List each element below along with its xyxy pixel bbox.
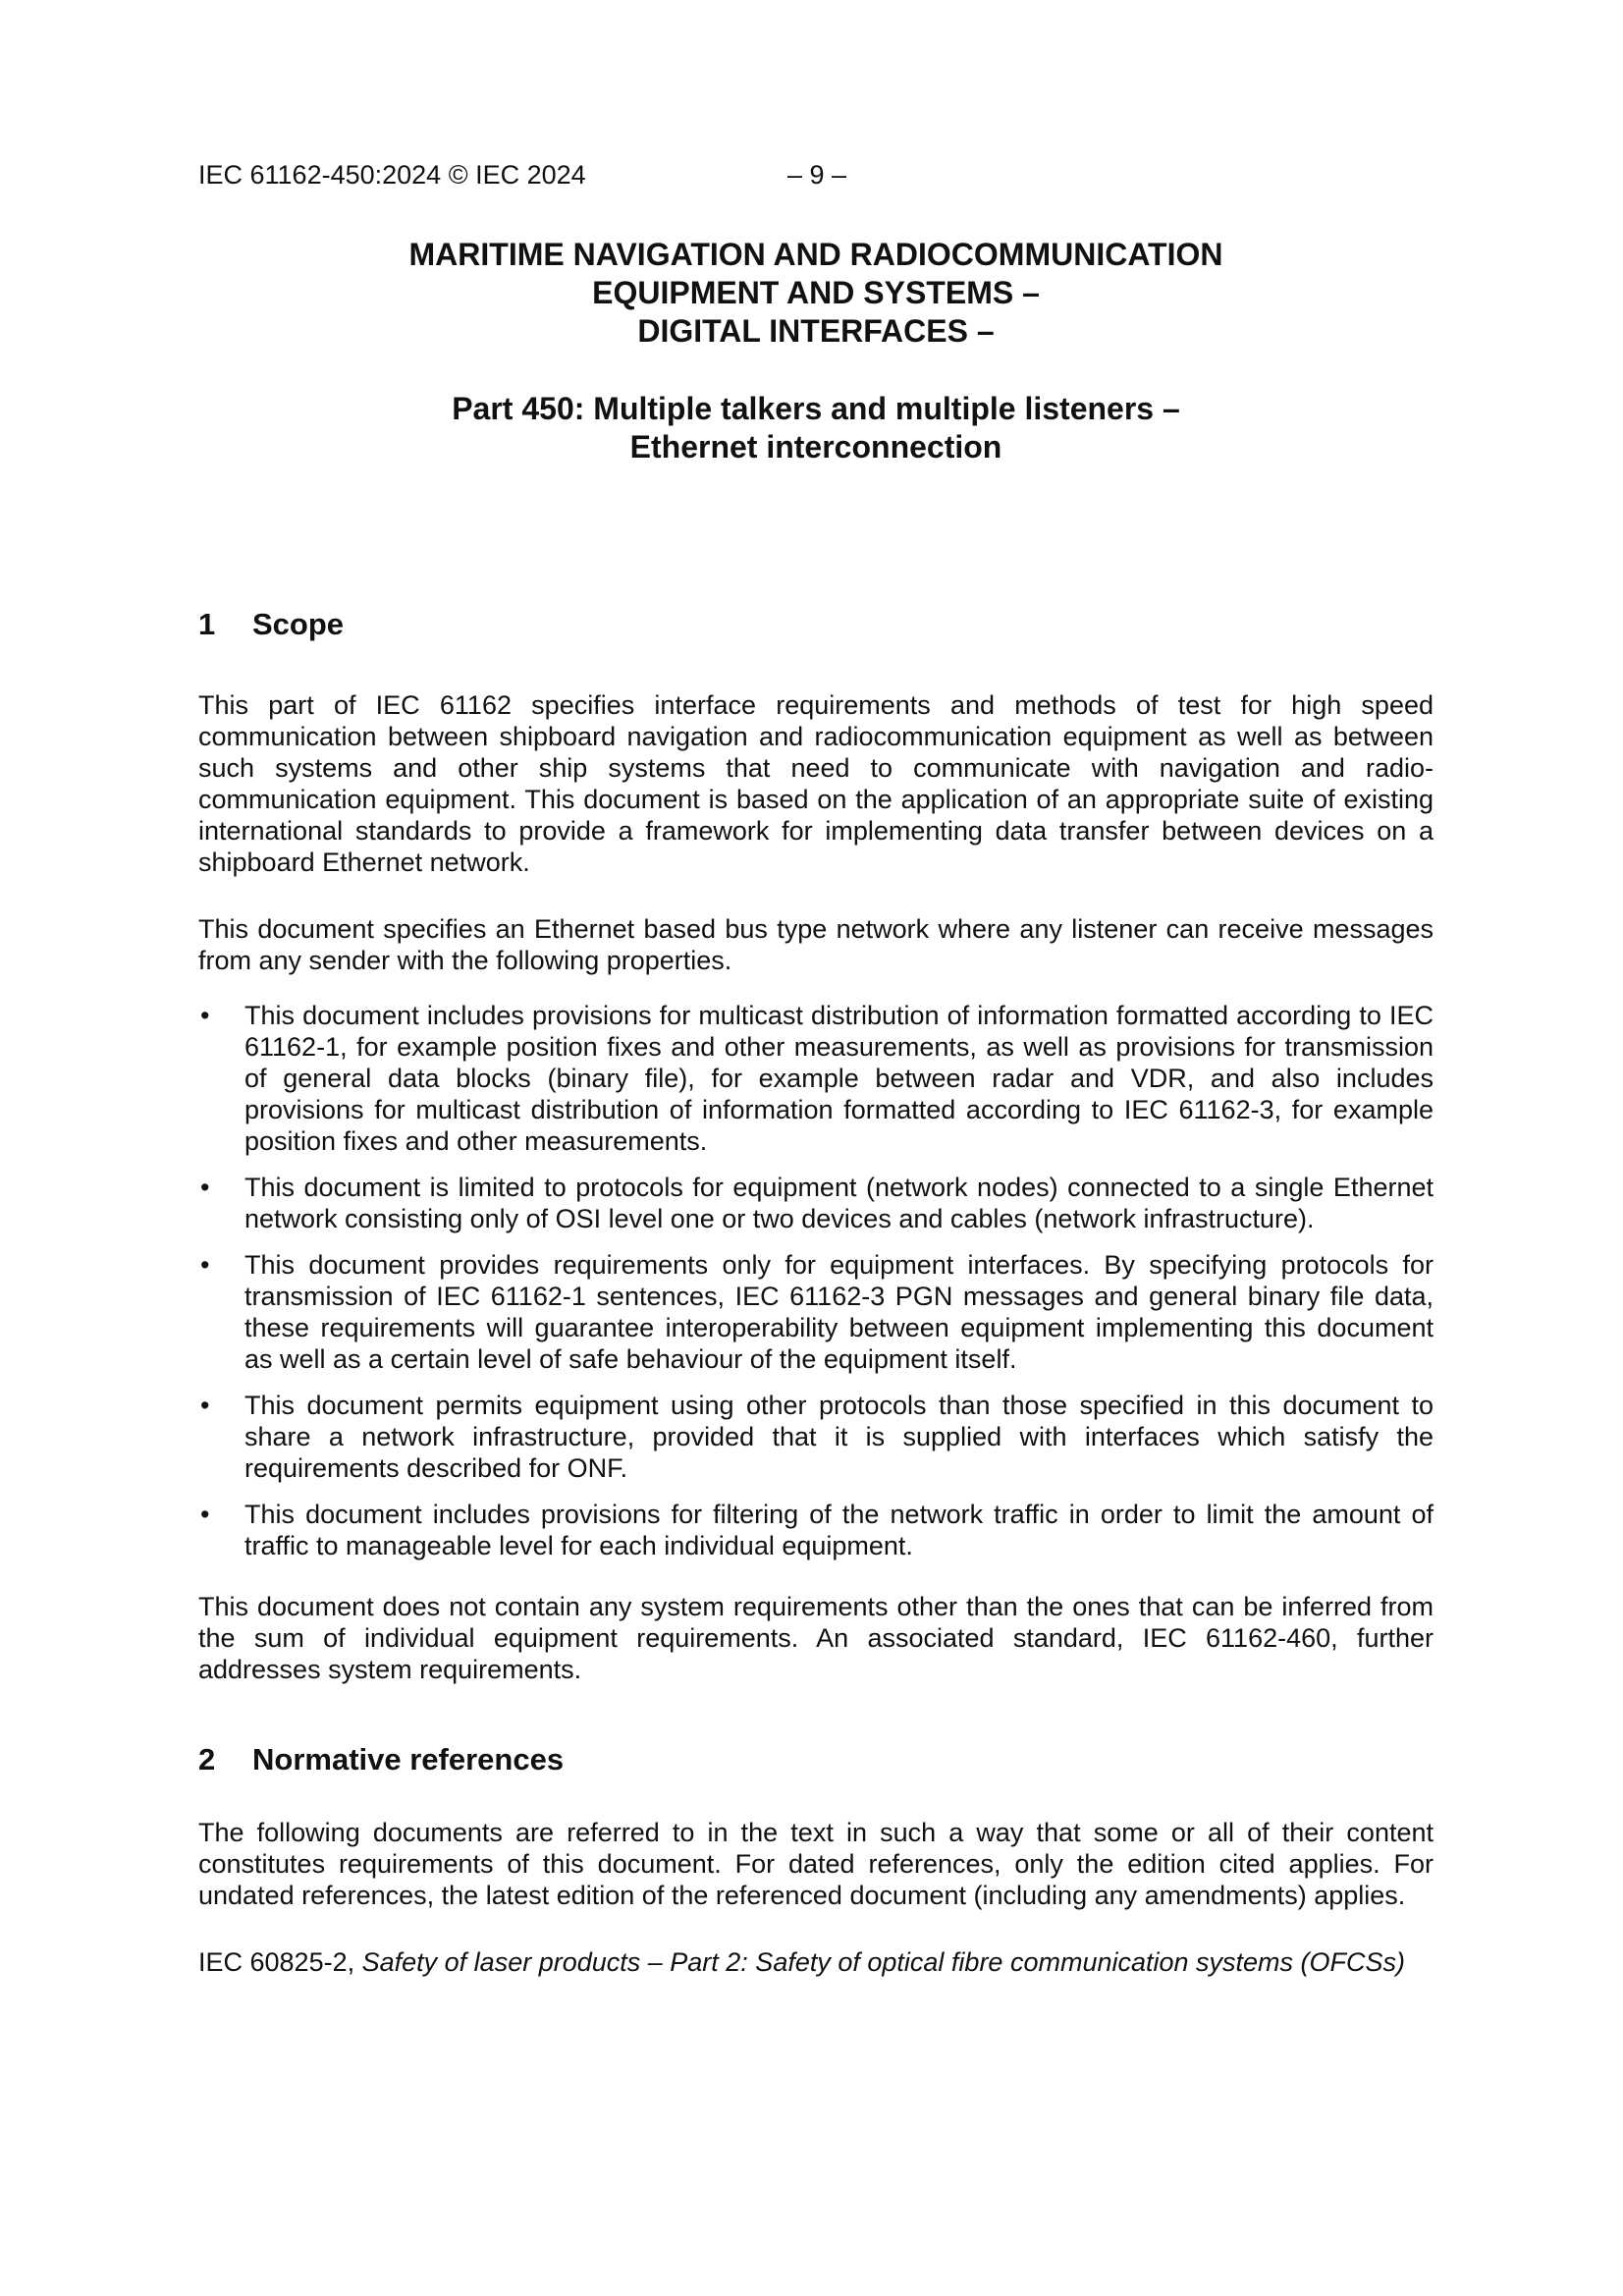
scope-paragraph-3: This document does not contain any system requirements other than the ones that can be inferred from the sum of individual equipment requirements. An associated standard, IEC 61162-460, further addresses system requirements.: [198, 1592, 1434, 1684]
list-item-text: This document provides requirements only for equipment interfaces. By specifying protocols for transmission of IEC 61162-1 sentences, IEC 61162-3 PGN messages and general binary file data, these requirements will guarantee interoperability between equipment implementing this document as well as a certain level of safe behaviour of the equipment itself.: [244, 1250, 1434, 1374]
section-heading-scope: [198, 605, 1434, 644]
bullet-icon: •: [200, 1173, 210, 1202]
section-number: 2: [198, 1742, 216, 1777]
scope-bullet-list: [198, 1000, 1434, 1561]
list-item-text: This document includes provisions for multicast distribution of information formatted according to IEC 61162-1, for example position fixes and other measurements, as well as provisions for transmission of general data blocks (binary file), for example between radar and VDR, and also includes provisions for multicast distribution of information formatted according to IEC 61162-3, for example position fixes and other measurements.: [244, 1001, 1434, 1156]
part-title-line-1: Part 450: Multiple talkers and multiple listeners –: [452, 391, 1180, 426]
scope-paragraph-1: This part of IEC 61162 specifies interface requirements and methods of test for high speed communication between shipboard navigation and radiocommunication equipment as well as between such systems and other ship systems that need to communicate with navigation and radio-communication equipment. This document is based on the application of an appropriate suite of existing international standards to provide a framework for implementing data transfer between devices on a shipboard Ethernet network.: [198, 690, 1434, 877]
references-paragraph: The following documents are referred to in the text in such a way that some or all of their content constitutes requirements of this document. For dated references, only the edition cited applies. For undated references, the latest edition of the referenced document (including any amendments) applies.: [198, 1818, 1434, 1910]
list-item: [198, 1249, 1434, 1375]
section-title: Scope: [252, 607, 345, 641]
section-normative-references: [198, 1740, 1434, 1978]
title-line-3: DIGITAL INTERFACES –: [637, 313, 995, 349]
list-item: [198, 1172, 1434, 1234]
document-id: IEC 61162-450:2024 © IEC 2024: [198, 160, 586, 190]
part-title-line-2: Ethernet interconnection: [629, 429, 1002, 465]
scope-paragraph-2: This document specifies an Ethernet based bus type network where any listener can receive messages from any sender with the following properties.: [198, 914, 1434, 975]
bullet-icon: •: [200, 1391, 210, 1420]
list-item-text: This document includes provisions for filtering of the network traffic in order to limit the amount of traffic to manageable level for each individual equipment.: [244, 1500, 1434, 1560]
reference-entry: [198, 1946, 1434, 1978]
section-number: 1: [198, 607, 216, 641]
reference-code: IEC 60825-2,: [198, 1947, 362, 1977]
running-header: [198, 159, 847, 191]
bullet-icon: •: [200, 1001, 210, 1030]
document-title: [198, 236, 1434, 466]
reference-title: Safety of laser products – Part 2: Safety of optical fibre communication systems (OFCSs): [361, 1947, 1406, 1977]
title-line-1: MARITIME NAVIGATION AND RADIOCOMMUNICATION: [408, 237, 1223, 272]
list-item-text: This document is limited to protocols for equipment (network nodes) connected to a single Ethernet network consisting only of OSI level one or two devices and cables (network infrastructure).: [244, 1173, 1434, 1233]
main-content: [198, 605, 1434, 1978]
list-item: [198, 1499, 1434, 1561]
list-item-text: This document permits equipment using other protocols than those specified in this document to share a network infrastructure, provided that it is supplied with interfaces which satisfy the requirements described for ONF.: [244, 1391, 1434, 1483]
bullet-icon: •: [200, 1500, 210, 1529]
list-item: [198, 1390, 1434, 1484]
page-number: – 9 –: [787, 160, 847, 190]
section-title: Normative references: [252, 1742, 565, 1777]
list-item: [198, 1000, 1434, 1157]
title-line-2: EQUIPMENT AND SYSTEMS –: [592, 275, 1040, 310]
section-heading-normative-references: [198, 1740, 1434, 1779]
bullet-icon: •: [200, 1250, 210, 1280]
section-scope: [198, 605, 1434, 1685]
